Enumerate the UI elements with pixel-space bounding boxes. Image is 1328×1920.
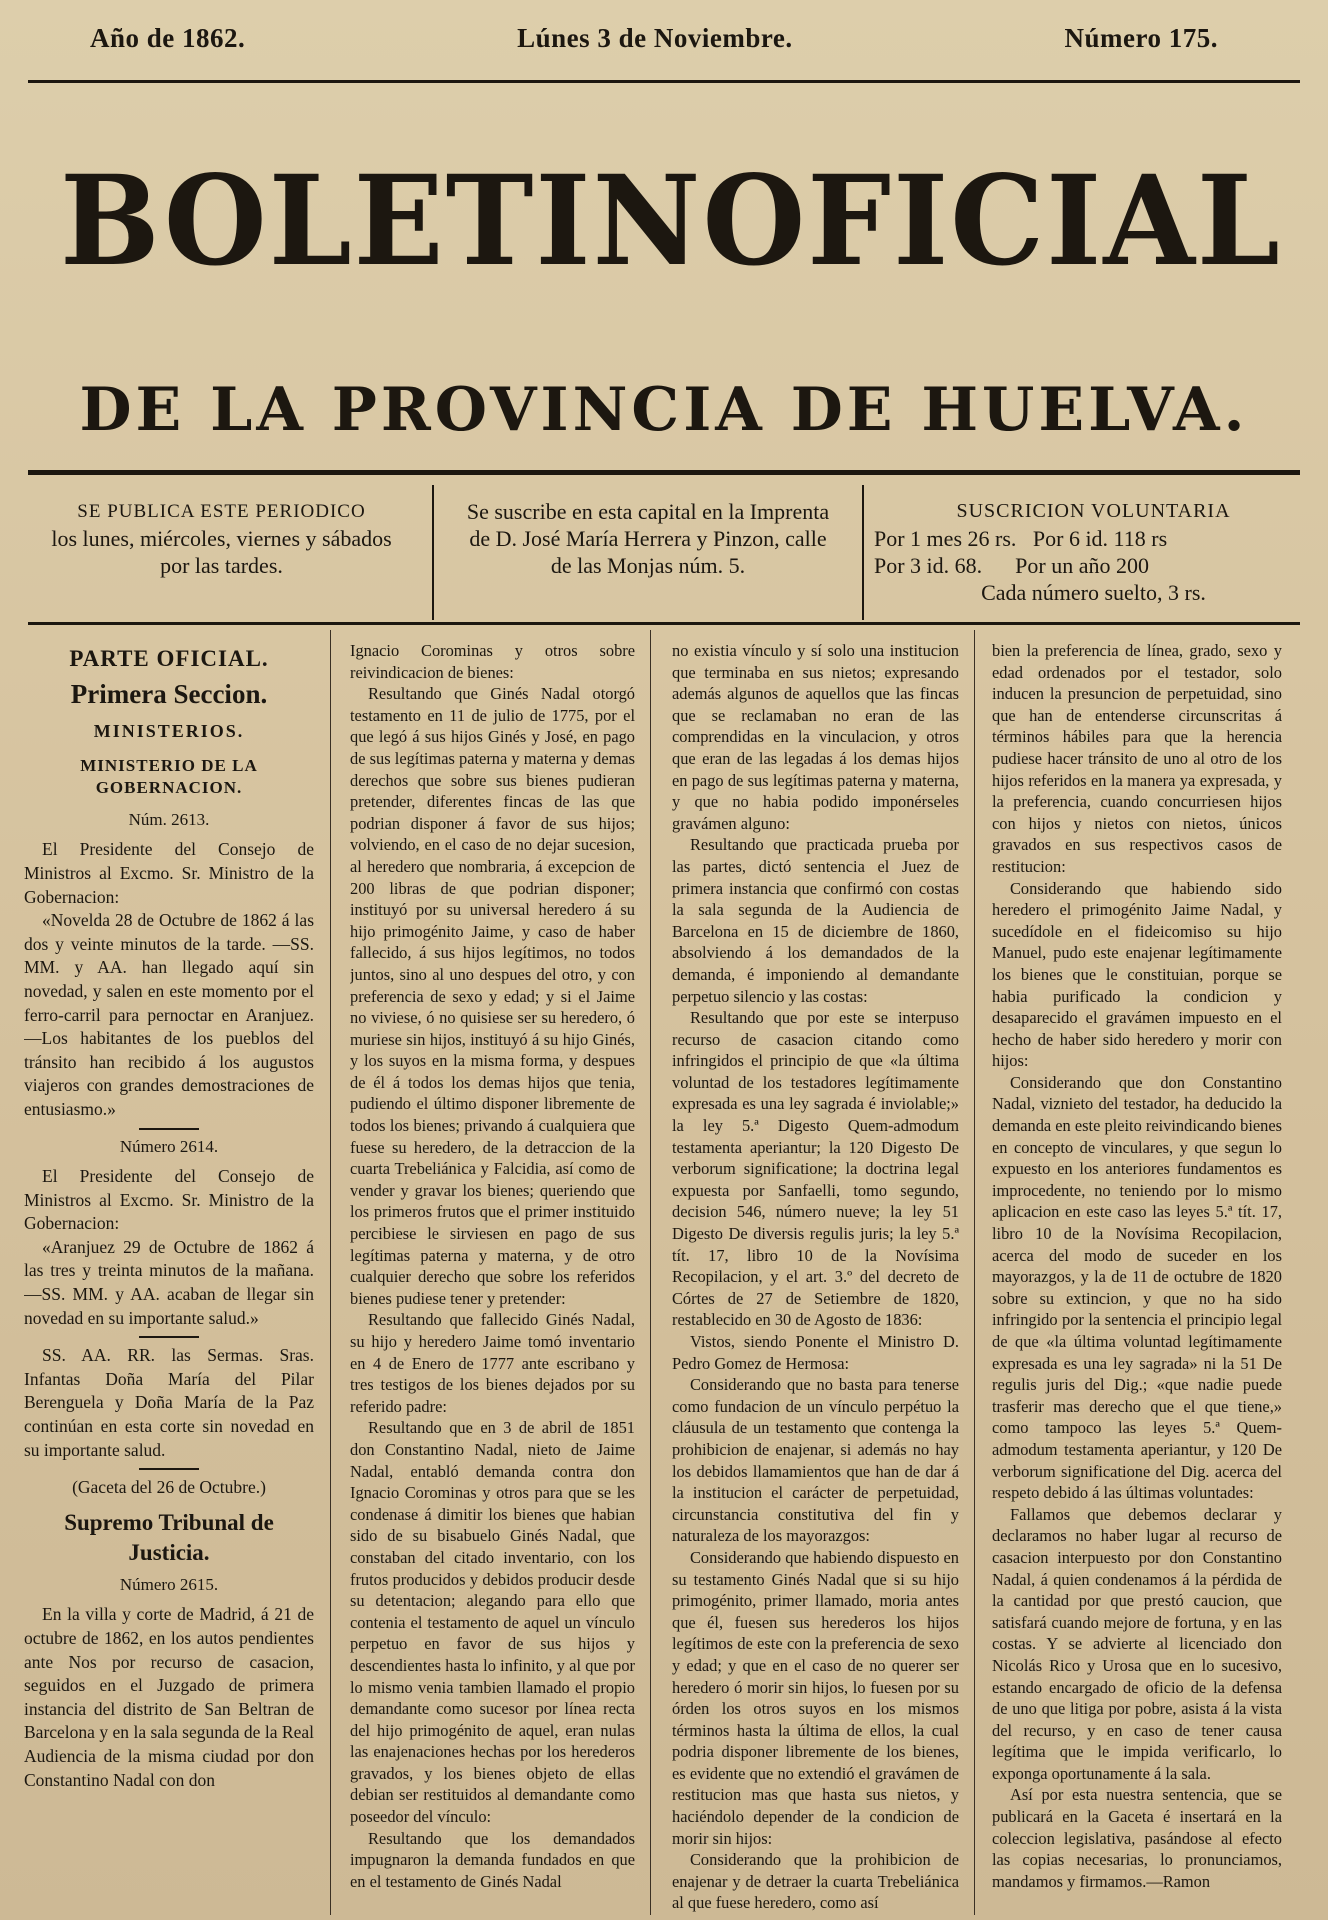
schedule-days: los lunes, miércoles, viernes y sábados: [51, 526, 392, 551]
section-parte-oficial: PARTE OFICIAL.: [69, 646, 269, 671]
header-line: [90, 18, 1218, 58]
paragraph: SS. AA. RR. las Sermas. Sras. Infantas Doña María del Pilar Berenguela y Doña María de la Paz continúan en esta corte sin novedad en su importante salud.: [24, 1345, 314, 1460]
masthead-subtitle: DE LA PROVINCIA DE HUELVA.: [79, 375, 1249, 445]
location-line-3: de las Monjas núm. 5.: [550, 553, 746, 578]
column-divider: [330, 630, 331, 1915]
subscription-location: [438, 498, 858, 618]
prices-heading: SUSCRICION VOLUNTARIA: [956, 500, 1231, 522]
price-line-3: Cada número suelto, 3 rs.: [981, 580, 1206, 605]
column-3: [672, 640, 959, 1915]
paragraph: En la villa y corte de Madrid, á 21 de octubre de 1862, en los autos pendientes ante Nos por recurso de casacion, seguidos en el Juzgado de primera instancia del distrito de San Beltran de Barcelona y en la sala segunda de la Real Audiencia de la misma ciudad por don Constantino Nadal con don: [24, 1604, 314, 1790]
paragraph: Fallamos que debemos declarar y declaramos no haber lugar al recurso de casacion interpuesto por don Constantino Nadal, á quien condenamos á la pérdida de la cantidad por que prestó caucion, que satisfará cuando mejore de fortuna, y en las costas. Y se advierte al licenciado don Nicolás Rico y Urosa que en lo sucesivo, estando encargado de oficio de la defensa de uno que litiga por pobre, asista á la vista del recurso, y en caso de tener causa legítima que le impida verificarlo, lo exponga oportunamente á la sala.: [992, 1504, 1282, 1783]
header-rule: [28, 80, 1300, 83]
paragraph: bien la preferencia de línea, grado, sexo y edad ordenados por el testador, solo inducen la presuncion de perpetuidad, sino que han de entenderse circunscritas á términos hábiles para que la herencia pudiese hacer tránsito de uno al otro de los hijos referidos en la manera ya expresada, y la preferencia, cuando concurriesen hijos con hijos y nietos con nietos, únicos gravados en sus respectivos casos de restitucion:: [992, 641, 1282, 876]
column-1: [24, 640, 314, 1915]
paragraph: Considerando que don Constantino Nadal, viznieto del testador, ha deducido la demanda en este pleito reivindicando bienes en concepto de vinculares, y que segun lo expuesto en los anteriores fundamentos es improcedente, no teniendo por lo mismo aplicacion en este caso las leyes 5.ª tít. 17, libro 10 de la Novísima Recopilacion, acerca del modo de suceder en los mayorazgos, y la de 11 de octubre de 1820 sobre su extincion, y que no ha sido infringido por la sentencia el principio legal de que «la última voluntad legítimamente expresada es una ley sagrada» ni la 51 De regulis juris del Dig.; «que nadie puede trasferir mas derecho que el que tiene,» como tampoco las leyes 5.ª Quem-admodum testamenta aperiantur, y 120 De verborum significatione del Dig. acerca del respeto debido á las últimas voluntades:: [992, 1072, 1282, 1503]
schedule-heading: SE PUBLICA ESTE PERIODICO: [77, 501, 366, 522]
paragraph: Considerando que habiendo dispuesto en su testamento Ginés Nadal que si su hijo primogénito, primer llamado, moria antes que él, fuesen sus herederos los hijos legítimos de este con la preferencia de sexo y edad; y que en el caso de no querer ser heredero ó morir sin hijos, lo fuesen por su órden los otros suyos en los mismos términos hasta la última de ellos, la cual podria disponer libremente de los bienes, es evidente que no extendió el gravámen de restitucion mas que hasta sus nietos, y haciéndolo depender de la condicion de morir sin hijos:: [672, 1547, 959, 1848]
item-number: Número 2615.: [119, 1574, 219, 1594]
column-4: [992, 640, 1282, 1915]
heading-ministerios: MINISTERIOS.: [93, 721, 245, 742]
column-2: [350, 640, 635, 1915]
heading-ministerio-gobernacion: MINISTERIO DE LA GOBERNACION.: [80, 755, 258, 797]
item-number: Número 2614.: [119, 1136, 219, 1156]
price-line-2: Por 3 id. 68. Por un año 200: [874, 553, 1149, 578]
column-divider: [650, 630, 651, 1915]
paragraph: Resultando que fallecido Ginés Nadal, su hijo y heredero Jaime tomó inventario en 4 de Enero de 1777 ante escribano y tres testigos de los bienes dejados por su referido padre:: [350, 1310, 635, 1416]
paragraph: Así por esta nuestra sentencia, que se publicará en la Gaceta é insertará en la coleccion legislativa, pasándose al efecto las copias necesarias, lo pronunciamos, mandamos y firmamos.—Ramon: [992, 1785, 1282, 1891]
masthead: [60, 147, 1282, 293]
column-divider: [974, 630, 975, 1915]
issue-year: Año de 1862.: [90, 22, 246, 53]
item-number: Núm. 2613.: [128, 809, 210, 829]
separator: [139, 1336, 199, 1338]
info-rule: [28, 622, 1300, 625]
heading-tribunal: Supremo Tribunal de Justicia.: [64, 1509, 274, 1565]
separator: [139, 1468, 199, 1470]
schedule-time: por las tardes.: [160, 553, 283, 578]
paragraph: Considerando que habiendo sido heredero el primogénito Jaime Nadal, y sucedídole en el fideicomiso su hijo Manuel, pudo este enajenar legítimamente los bienes que le constituian, porque se habia purificado la condicion y desaparecido el gravámen impuesto en el hecho de haber sido heredero y morir con hijos:: [992, 878, 1282, 1071]
paragraph: Resultando que en 3 de abril de 1851 don Constantino Nadal, nieto de Jaime Nadal, entabló demanda contra don Ignacio Corominas y otros para que se les condenase á dimitir los bienes que habian sido de su bisabuelo Ginés Nadal, que constaban del citado inventario, con los frutos producidos y debidos producir desde su detentacion; alegando para ello que contenia el testamento de aquel un vínculo perpetuo en favor de sus hijos y descendientes hasta lo infinito, y al que por lo mismo venia tambien llamado el propio demandante como sucesor por línea recta del hijo primogénito de aquel, eran nulas las enajenaciones hechas por los herederos gravados, y los bienes objeto de ellas debian ser restituidos al demandante como poseedor del vínculo:: [350, 1418, 635, 1827]
price-line-1: Por 1 mes 26 rs. Por 6 id. 118 rs: [874, 526, 1168, 551]
issue-number: Número 175.: [1064, 22, 1218, 53]
paragraph: Resultando que Ginés Nadal otorgó testamento en 11 de julio de 1775, por el que legó á sus hijos Ginés y José, en pago de sus legítimas paterna y materna y demas derechos que sobre sus bienes pudieran pretender, diferentes fincas de las que podrian disponer á favor de sus hijos; volviendo, en el caso de no dejar sucesion, al heredero que nombraria, á excepcion de 200 libras de que podrian disponer; instituyó por su universal heredero á su hijo primogénito Jaime, y caso de haber fallecido, á sus hijos legítimos, no todos juntos, sino al uno despues del otro, y con preferencia de sexo y edad; y si el Jaime no viviese, ó no quisiese ser su heredero, ó muriese sin hijos, instituyó á su hijo Ginés, y los suyos en la misma forma, y despues de él á todos los demas hijos que tenia, pudiendo el último disponer libremente de todos los bienes; privando á cualquiera que fuese su heredero, de la detraccion de la cuarta Trebeliánica y Falcidia, así como de vender y gravar los bienes; queriendo que los primeros frutos que el primer instituido percibiese le sirviesen en pago de sus legítimas paterna y materna, y de otro cualquier derecho que sobre los referidos bienes pudiese tener y pretender:: [350, 684, 635, 1308]
location-line-1: Se suscribe en esta capital en la Imprenta: [466, 499, 830, 524]
paragraph: «Aranjuez 29 de Octubre de 1862 á las tres y treinta minutos de la mañana. —SS. MM. y AA. acaban de llegar sin novedad en su importante salud.»: [24, 1236, 314, 1328]
paragraph: Resultando que practicada prueba por las partes, dictó sentencia el Juez de primera instancia que confirmó con costas la sala segunda de la Audiencia de Barcelona en 15 de diciembre de 1860, absolviendo á los demandados de la demanda, é imponiendo al demandante perpetuo silencio y las costas:: [672, 835, 959, 1006]
publication-schedule: [14, 498, 429, 618]
paragraph: El Presidente del Consejo de Ministros al Excmo. Sr. Ministro de la Gobernacion:: [24, 839, 314, 907]
paragraph: Considerando que no basta para tenerse como fundacion de un vínculo perpétuo la cláusula de un testamento que contenga la prohibicion de enajenar, si además no hay los debidos llamamientos que han de dar á la institucion el carácter de perpetuidad, circunstancia constitutiva del fin y naturaleza de los mayorazgos:: [672, 1375, 959, 1546]
info-divider: [432, 485, 434, 620]
section-primera: Primera Seccion.: [70, 678, 268, 709]
paragraph: «Novelda 28 de Octubre de 1862 á las dos y veinte minutos de la tarde. —SS. MM. y AA. han llegado aquí sin novedad, y salen en este momento por el ferro-carril para pernoctar en Aranjuez. —Los habitantes de los pueblos del tránsito han recibido á los augustos viajeros con grandes demostraciones de entusiasmo.»: [24, 910, 314, 1119]
paragraph: El Presidente del Consejo de Ministros al Excmo. Sr. Ministro de la Gobernacion:: [24, 1166, 314, 1234]
paragraph: Resultando que los demandados impugnaron la demanda fundados en que en el testamento de Ginés Nadal: [350, 1828, 635, 1891]
paragraph: Resultando que por este se interpuso recurso de casacion citando como infringidos el principio de que «la última voluntad de los testadores legítimamente expresada es una ley sagrada é inviolable;» la ley 5.ª Digesto Quem-admodum testamenta aperiantur; la 120 Digesto De verborum significatione; la doctrina legal expuesta por Sanfaelli, tomo segundo, decision 546, número nueve; la ley 51 Digesto De diversis regulis juris; la ley 5.ª tít. 17, libro 10 de la Novísima Recopilacion, y el art. 3.º del decreto de Córtes de 27 de Setiembre de 1820, restablecido en 30 de Agosto de 1836:: [672, 1008, 959, 1330]
paragraph: Considerando que la prohibicion de enajenar y de detraer la cuarta Trebeliánica al que fuese heredero, como así: [672, 1850, 959, 1913]
paragraph: no existia vínculo y sí solo una institucion que terminaba en sus nietos; expresando además algunos de aquellos que las fincas que se reclamaban no eran de las comprendidas en la vinculacion, y otros que eran de las legadas á los demas hijos en pago de sus legítimas paterna y materna, y que no habia podido imponérseles gravámen alguno:: [672, 641, 959, 833]
paragraph: Vistos, siendo Ponente el Ministro D. Pedro Gomez de Hermosa:: [672, 1332, 959, 1373]
issue-date: Lúnes 3 de Noviembre.: [517, 22, 793, 53]
masthead-rule: [28, 470, 1300, 475]
subscription-prices: [866, 498, 1321, 618]
separator: [139, 1128, 199, 1130]
paragraph: Ignacio Corominas y otros sobre reivindicacion de bienes:: [350, 641, 635, 682]
location-line-2: de D. José María Herrera y Pinzon, calle: [469, 526, 827, 551]
info-divider: [862, 485, 864, 620]
masthead-word-oficial: OFICIAL: [702, 147, 1282, 293]
gaceta-reference: (Gaceta del 26 de Octubre.): [72, 1477, 266, 1498]
masthead-word-boletin: BOLETIN: [60, 147, 703, 293]
